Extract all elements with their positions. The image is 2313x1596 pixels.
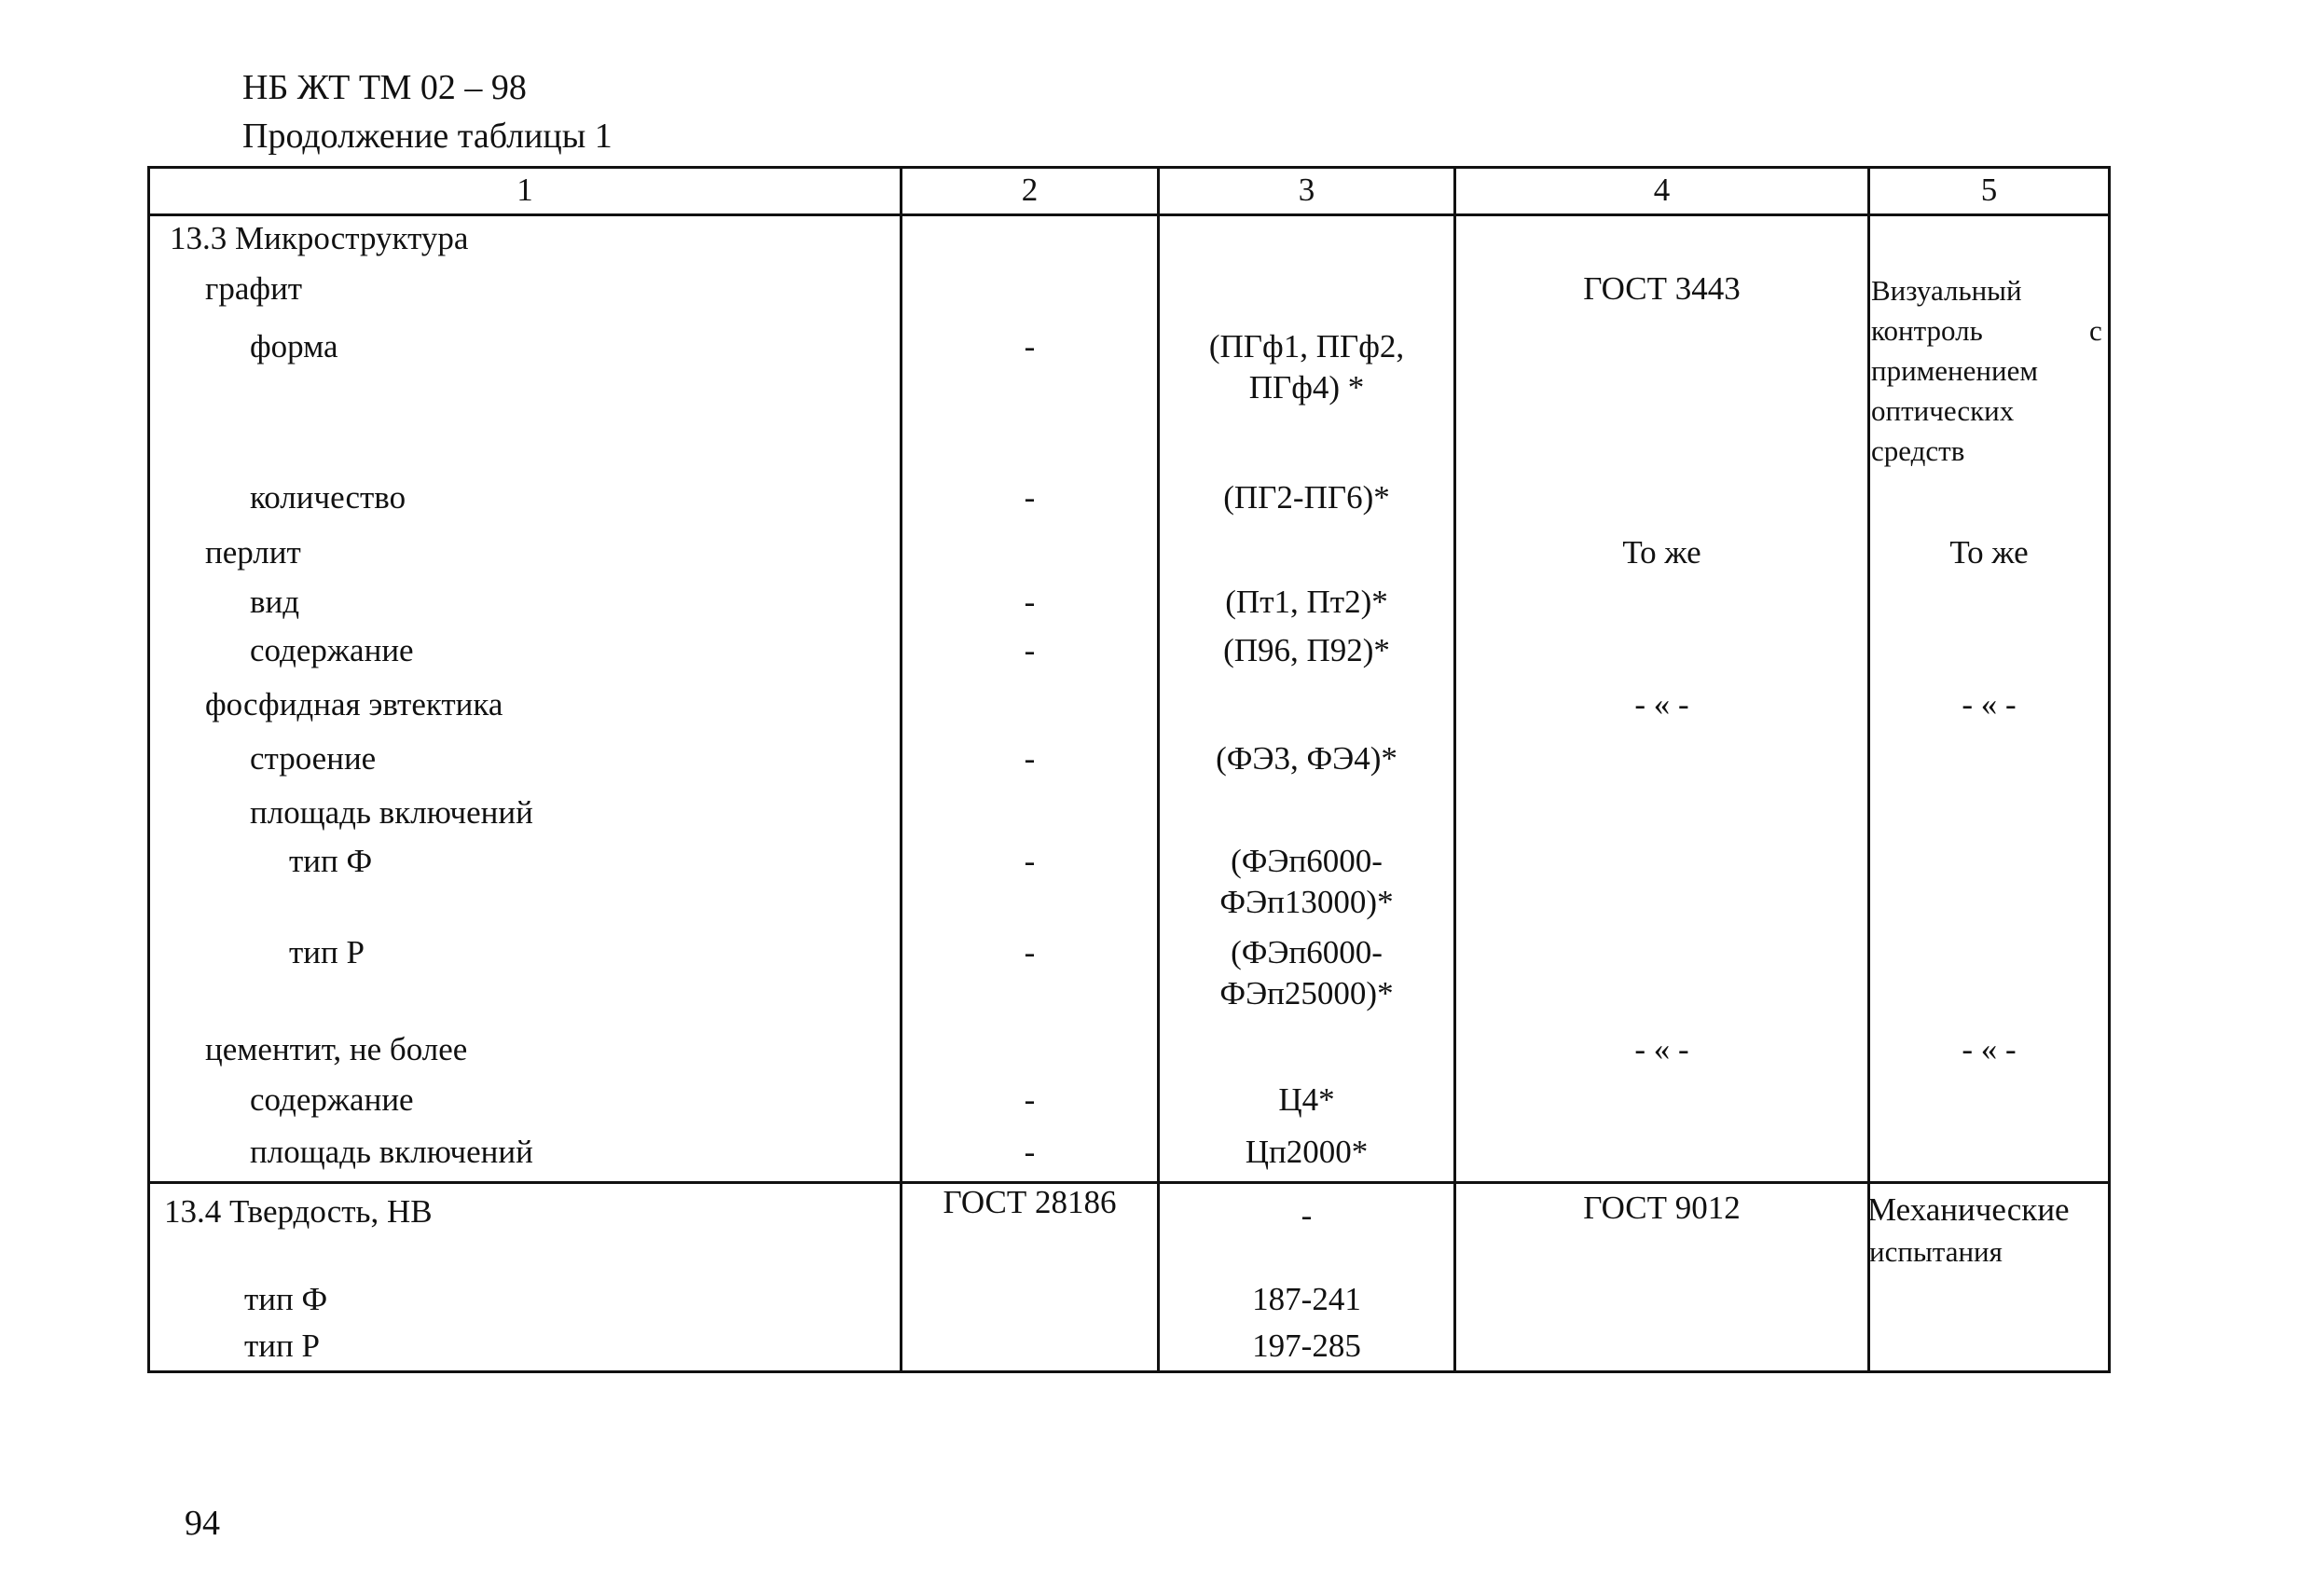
cementite-method: - « - bbox=[1634, 1031, 1689, 1067]
pearlite-content-value: (П96, П92)* bbox=[1223, 632, 1390, 668]
graphite-control-line-2: контроль bbox=[1871, 314, 1983, 347]
phosphide-structure-value: (ФЭ3, ФЭ4)* bbox=[1216, 740, 1397, 777]
graphite-form-col2: - bbox=[1024, 328, 1036, 365]
column-number-4: 4 bbox=[1653, 172, 1671, 208]
page-number: 94 bbox=[185, 1504, 220, 1543]
column-number-5: 5 bbox=[1980, 172, 1998, 208]
graphite-control-line-1: Визуальный bbox=[1871, 274, 2022, 307]
column-number-1: 1 bbox=[516, 172, 533, 208]
phosphide-label: фосфидная эвтектика bbox=[205, 686, 503, 722]
phosphide-type-f-label: тип Ф bbox=[289, 843, 373, 879]
pearlite-kind-col2: - bbox=[1024, 584, 1036, 620]
hardness-type-r-label: тип Р bbox=[244, 1328, 320, 1364]
hardness-type-f-value: 187-241 bbox=[1252, 1281, 1361, 1317]
graphite-control-line-5: средств bbox=[1871, 434, 1965, 467]
hardness-col2: ГОСТ 28186 bbox=[943, 1184, 1117, 1220]
graphite-form-value-line-2: ПГф4) * bbox=[1248, 369, 1365, 406]
hardness-type-f-label: тип Ф bbox=[244, 1281, 328, 1317]
phosphide-area-label: площадь включений bbox=[250, 794, 533, 831]
document-code: НБ ЖТ ТМ 02 – 98 bbox=[242, 68, 527, 107]
phosphide-type-r-label: тип Р bbox=[289, 934, 365, 970]
column-number-3: 3 bbox=[1298, 172, 1315, 208]
cementite-area-value: Цп2000* bbox=[1245, 1134, 1369, 1170]
graphite-form-label: форма bbox=[250, 328, 338, 365]
cementite-content-label: содержание bbox=[250, 1081, 414, 1118]
phosphide-type-f-col2: - bbox=[1024, 843, 1036, 879]
graphite-amount-value: (ПГ2-ПГ6)* bbox=[1223, 479, 1390, 516]
hardness-control-line-1: Механические bbox=[1867, 1191, 2070, 1228]
pearlite-label: перлит bbox=[205, 534, 301, 571]
table-border-left bbox=[147, 166, 150, 1373]
column-number-2: 2 bbox=[1021, 172, 1039, 208]
cementite-label: цементит, не более bbox=[205, 1031, 468, 1067]
phosphide-type-r-value-line-2: ФЭп25000)* bbox=[1219, 975, 1394, 1011]
cementite-control: - « - bbox=[1962, 1031, 2017, 1067]
pearlite-content-label: содержание bbox=[250, 632, 414, 668]
graphite-amount-label: количество bbox=[250, 479, 406, 516]
graphite-label: графит bbox=[205, 270, 303, 307]
cementite-area-label: площадь включений bbox=[250, 1134, 533, 1170]
graphite-control-line-2-end: с bbox=[2089, 314, 2102, 347]
phosphide-type-r-value-line-1: (ФЭп6000- bbox=[1231, 934, 1383, 970]
phosphide-type-r-col2: - bbox=[1024, 934, 1036, 970]
phosphide-type-f-value-line-2: ФЭп13000)* bbox=[1219, 884, 1394, 920]
cementite-content-col2: - bbox=[1024, 1081, 1036, 1118]
table-border-top bbox=[147, 166, 2111, 169]
graphite-method: ГОСТ 3443 bbox=[1583, 270, 1741, 307]
phosphide-method: - « - bbox=[1634, 686, 1689, 722]
phosphide-type-f-value-line-1: (ФЭп6000- bbox=[1231, 843, 1383, 879]
graphite-control-line-4: оптических bbox=[1871, 394, 2015, 427]
pearlite-kind-value: (Пт1, Пт2)* bbox=[1225, 584, 1388, 620]
phosphide-control: - « - bbox=[1962, 686, 2017, 722]
table-border-bottom bbox=[147, 1370, 2111, 1373]
cementite-area-col2: - bbox=[1024, 1134, 1036, 1170]
phosphide-structure-label: строение bbox=[250, 740, 377, 777]
hardness-control-line-2: испытания bbox=[1869, 1235, 2003, 1268]
hardness-method: ГОСТ 9012 bbox=[1583, 1190, 1741, 1226]
header-row-divider bbox=[147, 213, 2111, 216]
graphite-control-line-3: применением bbox=[1871, 354, 2038, 387]
section-title-microstructure: 13.3 Микроструктура bbox=[170, 220, 469, 256]
pearlite-kind-label: вид bbox=[250, 584, 300, 620]
pearlite-method: То же bbox=[1622, 534, 1701, 571]
cementite-content-value: Ц4* bbox=[1278, 1081, 1335, 1118]
phosphide-structure-col2: - bbox=[1024, 740, 1036, 777]
section-title-hardness: 13.4 Твердость, НВ bbox=[164, 1193, 433, 1230]
table-caption: Продолжение таблицы 1 bbox=[242, 117, 613, 156]
hardness-type-r-value: 197-285 bbox=[1252, 1328, 1361, 1364]
table-border-right bbox=[2108, 166, 2111, 1373]
hardness-col3: - bbox=[1301, 1197, 1313, 1233]
pearlite-control: То же bbox=[1949, 534, 2029, 571]
pearlite-content-col2: - bbox=[1024, 632, 1036, 668]
graphite-form-value-line-1: (ПГф1, ПГф2, bbox=[1208, 328, 1405, 365]
graphite-amount-col2: - bbox=[1024, 479, 1036, 516]
specification-table bbox=[147, 166, 2111, 1373]
